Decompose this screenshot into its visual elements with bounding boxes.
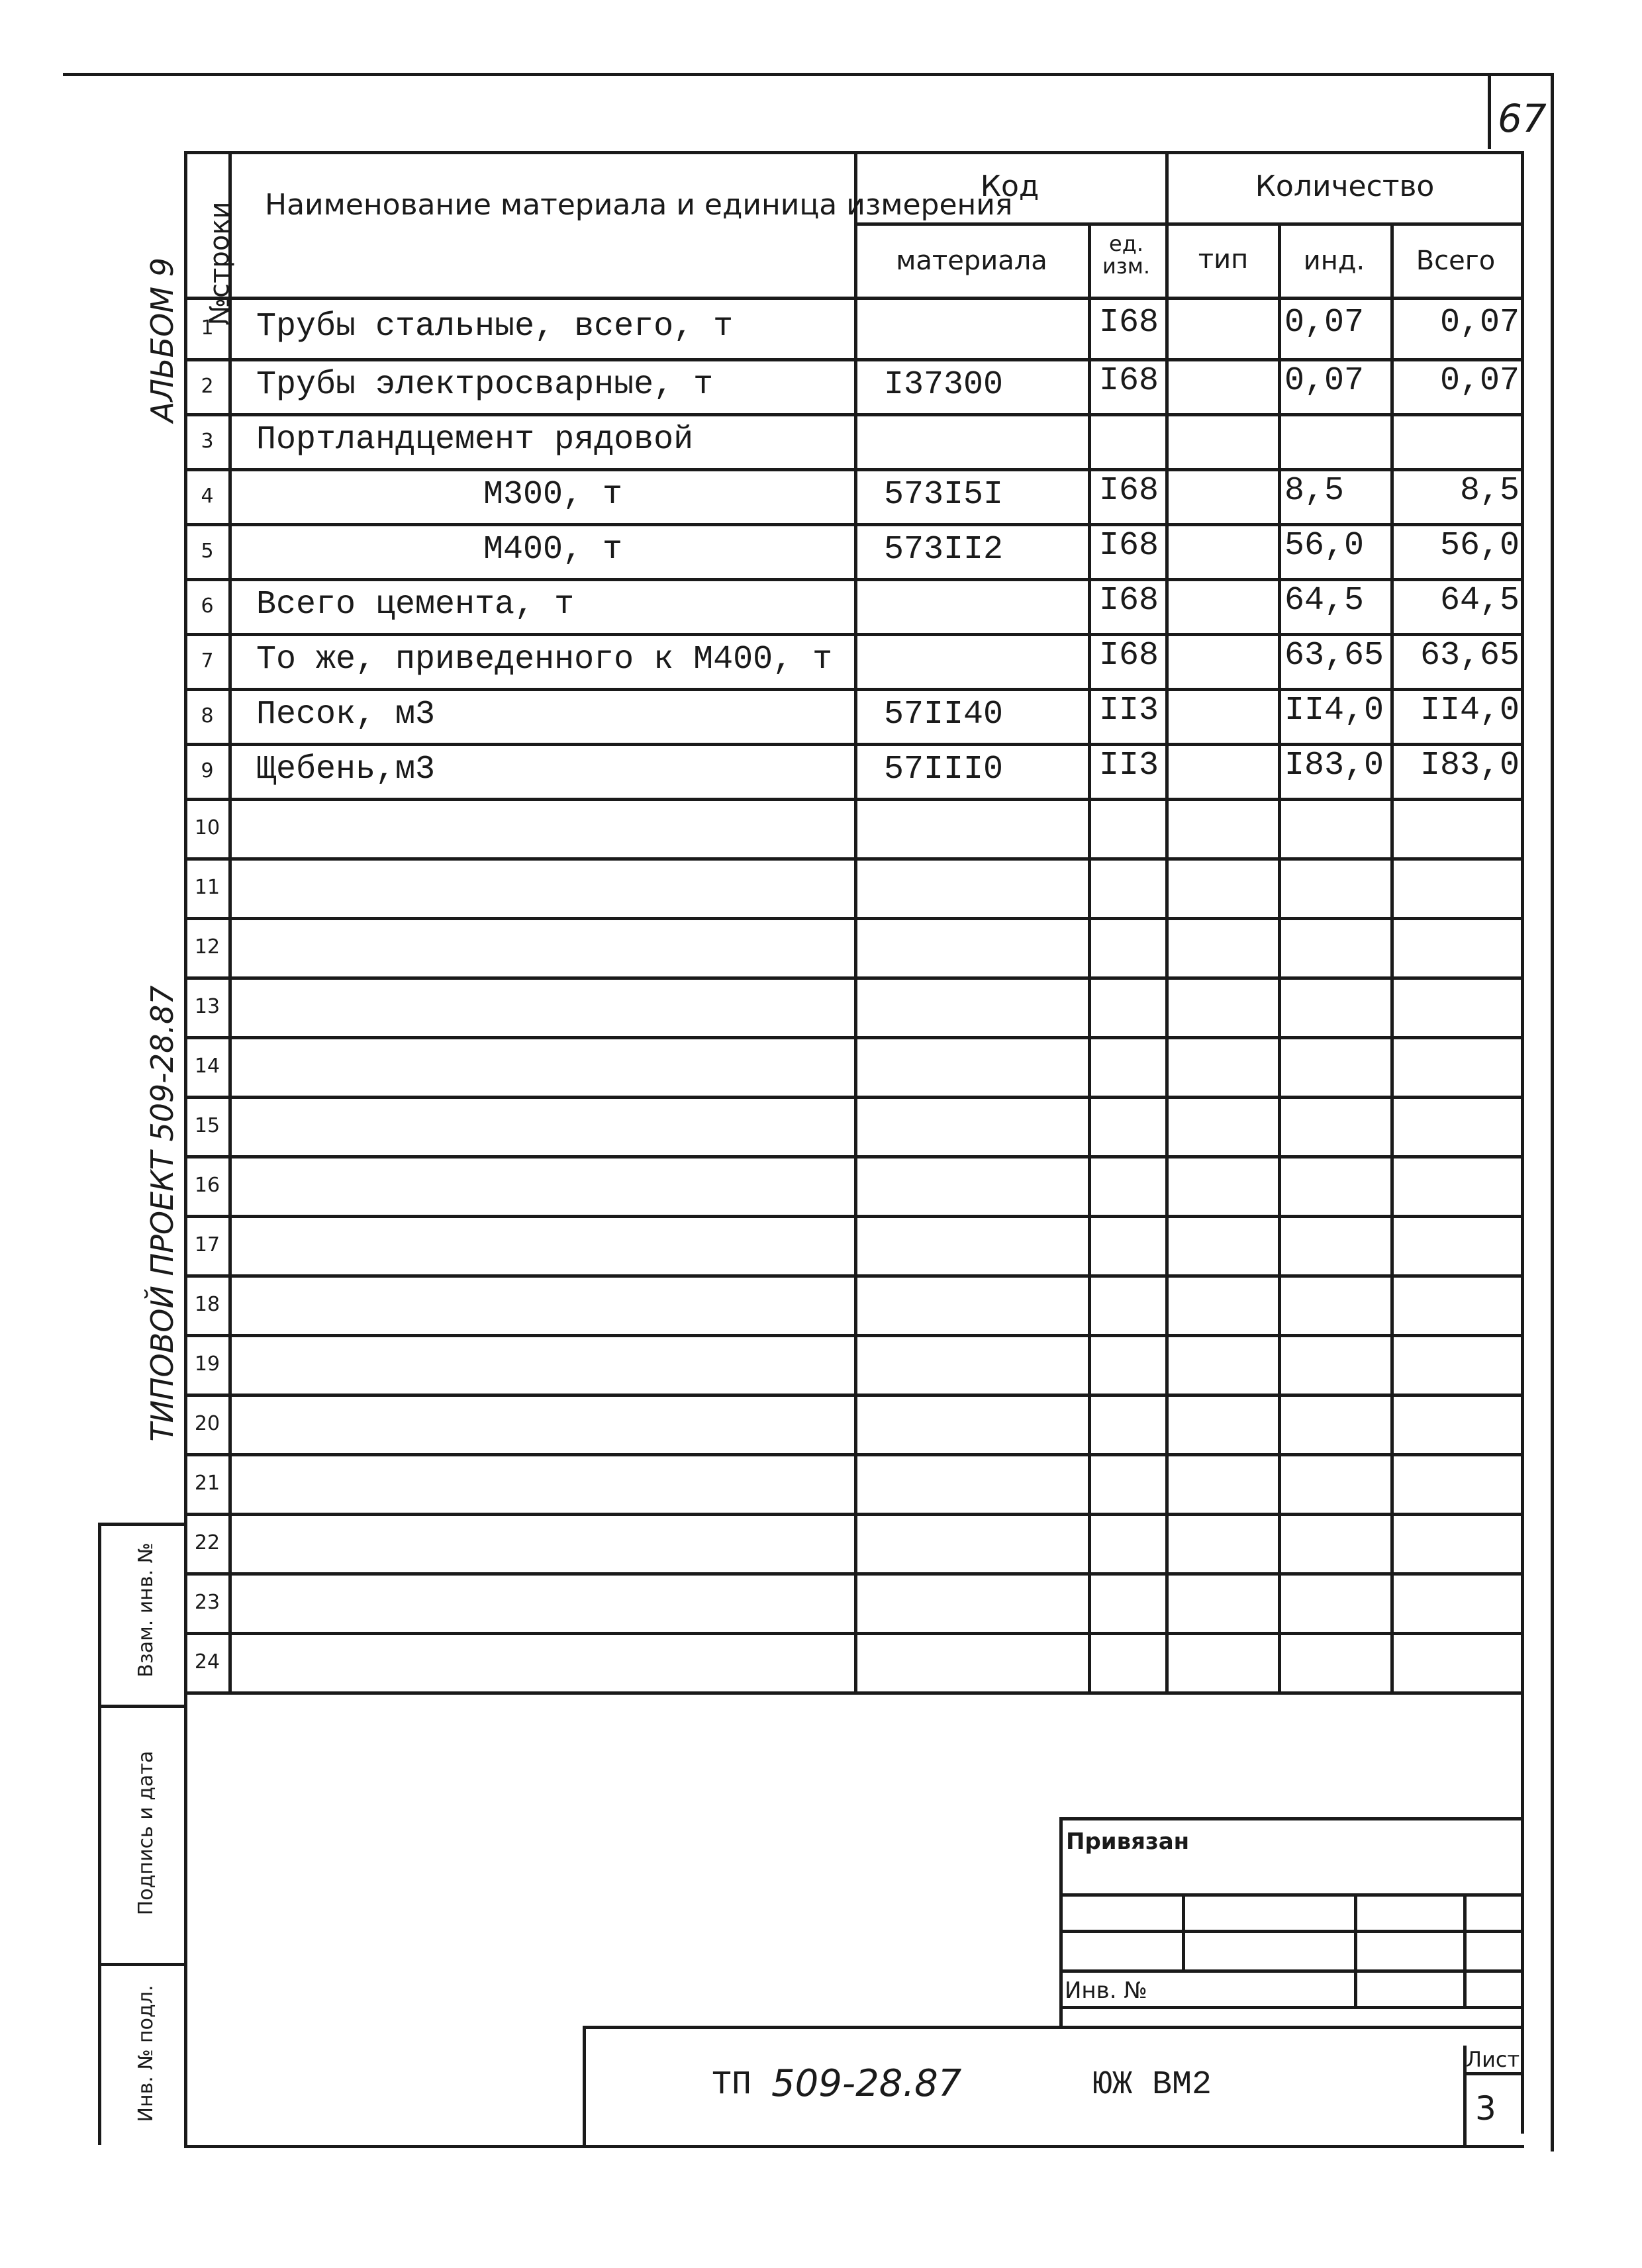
title-block-left [583, 2026, 586, 2148]
title-block-top [583, 2026, 1524, 2029]
qty-total: I83,0 [1420, 747, 1520, 784]
unit-code: II3 [1098, 747, 1159, 784]
material-code: 573II2 [884, 531, 1004, 569]
material-code: 573I5I [884, 476, 1004, 514]
header-qty-tip: тип [1198, 244, 1249, 275]
unit-code: II3 [1098, 692, 1159, 730]
row-number: 17 [194, 1233, 220, 1256]
inv-no-label: Инв. № [1065, 1977, 1147, 2004]
privyazan-left [1059, 1817, 1063, 2026]
material-name: Портландцемент рядовой [256, 421, 694, 459]
privyazan-row2 [1059, 1930, 1524, 1933]
material-name: М300, т [483, 476, 623, 514]
header-kod-material: материала [896, 246, 1047, 276]
col-border-tip [1278, 222, 1281, 1695]
col-border-rowno [228, 151, 232, 1695]
material-name: То же, приведенного к М400, т [256, 641, 833, 679]
header-row-no: №строки [205, 201, 235, 326]
vzam-label: Взам. инв. № [134, 1542, 158, 1677]
qty-ind: 56,0 [1284, 527, 1365, 565]
frame-bottom-border [184, 2145, 1524, 2148]
right-outer-border [1551, 73, 1554, 2151]
podpis-label: Подпись и дата [134, 1750, 158, 1916]
privyazan-col1 [1182, 1893, 1185, 1969]
privyazan-label: Привязан [1066, 1828, 1190, 1855]
material-name: Щебень,м3 [256, 751, 436, 788]
qty-ind: 63,65 [1284, 637, 1384, 675]
row-number: 24 [194, 1650, 220, 1674]
frame-right-border [1521, 151, 1524, 2134]
qty-ind: 64,5 [1284, 582, 1365, 620]
row-number: 21 [194, 1472, 220, 1495]
row-number: 12 [194, 935, 220, 959]
unit-code: I68 [1098, 527, 1159, 565]
qty-total: 63,65 [1420, 637, 1520, 675]
material-name: Трубы стальные, всего, т [256, 308, 734, 346]
material-code: 57III0 [884, 751, 1004, 788]
col-border-name [854, 151, 857, 1695]
inv-podl-label: Инв. № подл. [134, 1985, 158, 2122]
header-subdivider [854, 222, 1524, 226]
qty-total: 64,5 [1439, 582, 1520, 620]
row-number: 3 [201, 430, 214, 453]
row-number: 16 [194, 1174, 220, 1197]
unit-code: I68 [1098, 472, 1159, 510]
row-number: 8 [201, 704, 214, 728]
row-number: 19 [194, 1352, 220, 1376]
unit-code: I68 [1098, 637, 1159, 675]
row-number: 11 [194, 876, 220, 899]
qty-ind: I83,0 [1284, 747, 1384, 784]
material-code: I37300 [884, 366, 1004, 404]
unit-code: I68 [1098, 362, 1159, 400]
row-number: 18 [194, 1293, 220, 1316]
unit-code: I68 [1098, 582, 1159, 620]
row-number: 23 [194, 1591, 220, 1614]
page-number: 67 [1498, 96, 1547, 141]
header-qty-total: Всего [1416, 246, 1496, 276]
col-border-code [1088, 222, 1091, 1695]
qty-total: 56,0 [1439, 527, 1520, 565]
list-label: Лист [1466, 2047, 1520, 2072]
tp-label: ТП [712, 2066, 752, 2104]
qty-total: 8,5 [1459, 472, 1520, 510]
qty-total: 0,07 [1439, 304, 1520, 342]
row-number: 5 [201, 540, 214, 563]
material-name: М400, т [483, 531, 623, 569]
col-border-unit [1165, 151, 1169, 1695]
project-label: ТИПОВОЙ ПРОЕКТ 509-28.87 [144, 985, 180, 1442]
row-number: 2 [201, 375, 214, 398]
list-box-divider [1463, 2072, 1524, 2075]
document-code: ЮЖ ВМ2 [1092, 2066, 1212, 2104]
material-name: Всего цемента, т [256, 586, 575, 624]
material-name: Трубы электросварные, т [256, 366, 714, 404]
row-number: 10 [194, 816, 220, 839]
privyazan-col2 [1354, 1893, 1357, 2006]
qty-ind: 0,07 [1284, 304, 1365, 342]
page-number-frame-left [1488, 73, 1491, 149]
header-qty-ind: инд. [1303, 246, 1365, 276]
qty-ind: 0,07 [1284, 362, 1365, 400]
list-number: 3 [1475, 2089, 1496, 2128]
material-name: Песок, м3 [256, 696, 436, 733]
row-number: 15 [194, 1114, 220, 1137]
row-number: 22 [194, 1531, 220, 1554]
material-code: 57II40 [884, 696, 1004, 733]
privyazan-col3 [1463, 1893, 1467, 2006]
album-label: АЛЬБОМ 9 [144, 258, 180, 422]
privyazan-row4 [1059, 2006, 1524, 2009]
qty-total: II4,0 [1420, 692, 1520, 730]
privyazan-top [1059, 1817, 1524, 1820]
stamp-column-div1 [98, 1705, 184, 1708]
header-qty: Количество [1255, 169, 1435, 203]
col-border-ind [1390, 222, 1394, 1695]
header-name: Наименование материала и единица измерения [265, 188, 1013, 222]
row-number: 20 [194, 1412, 220, 1435]
row-number: 1 [201, 316, 214, 340]
row-number: 9 [201, 759, 214, 782]
header-kod: Код [980, 169, 1039, 203]
project-number: 509-28.87 [771, 2062, 962, 2105]
row-number: 4 [201, 485, 214, 508]
row-number: 14 [194, 1055, 220, 1078]
privyazan-row3 [1059, 1969, 1524, 1973]
row-number: 6 [201, 594, 214, 618]
privyazan-row1 [1059, 1893, 1524, 1897]
row-number: 13 [194, 995, 220, 1018]
qty-ind: II4,0 [1284, 692, 1384, 730]
unit-code: I68 [1098, 304, 1159, 342]
qty-ind: 8,5 [1284, 472, 1345, 510]
header-name-line1 [265, 188, 1013, 222]
row-number: 7 [201, 649, 214, 673]
header-kod-unit: ед. изм. [1102, 231, 1151, 279]
stamp-column-left [98, 1523, 101, 2145]
top-rule [63, 73, 1554, 76]
qty-total: 0,07 [1439, 362, 1520, 400]
